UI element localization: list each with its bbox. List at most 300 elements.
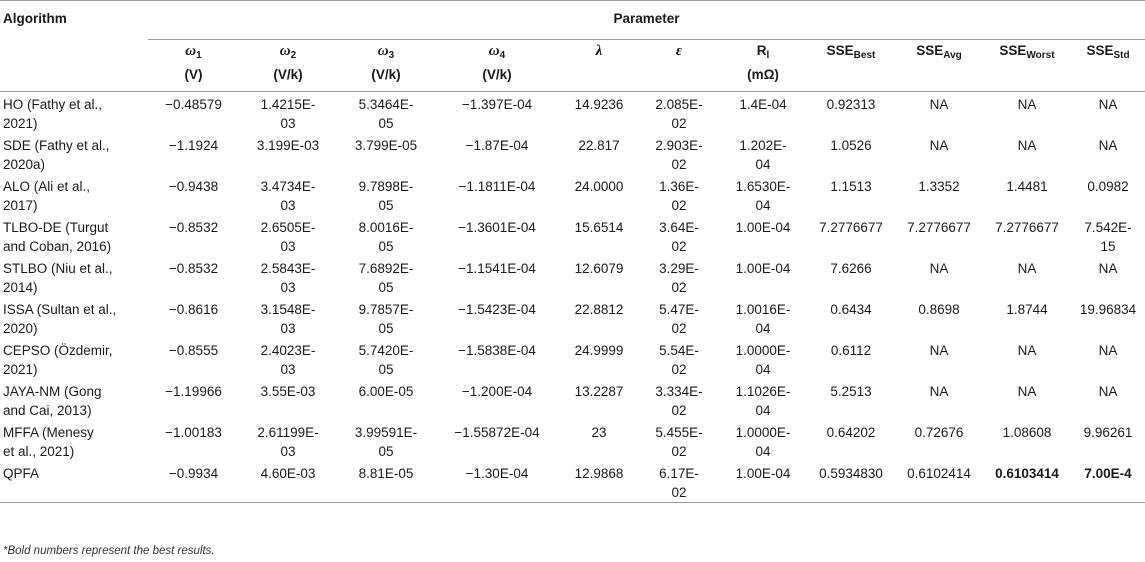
value-line: 1.36E- — [659, 178, 699, 194]
value-line: 04 — [755, 320, 771, 336]
value-cell — [239, 91, 337, 133]
value-cell — [337, 256, 435, 297]
value-cell — [559, 379, 639, 420]
value-cell — [148, 420, 239, 461]
column-subscript: Best — [853, 49, 876, 61]
value-cell — [807, 379, 895, 420]
value-line: 3.1548E- — [260, 301, 316, 317]
value-line: 8.0016E- — [358, 219, 414, 235]
value-cell — [983, 338, 1071, 379]
value-line: 2.6505E- — [260, 219, 316, 235]
value-line: −1.1541E-04 — [458, 260, 536, 276]
value-line: 7.2776677 — [995, 219, 1059, 235]
header-algorithm: Algorithm — [3, 11, 67, 26]
value-cell — [1071, 91, 1145, 133]
value-line: 02 — [671, 320, 687, 336]
value-line: 02 — [671, 361, 687, 377]
value-cell — [983, 297, 1071, 338]
value-cell — [148, 91, 239, 133]
column-header-7 — [719, 39, 807, 91]
value-line: 3.99591E- — [354, 424, 418, 440]
value-cell — [239, 256, 337, 297]
column-symbol: ε — [675, 42, 683, 59]
table-row — [0, 379, 1145, 420]
value-line: 4.60E-03 — [260, 465, 316, 481]
value-cell — [337, 91, 435, 133]
value-cell — [1071, 215, 1145, 256]
value-line: 0.6102414 — [907, 465, 971, 481]
value-line: 3.29E- — [659, 260, 699, 276]
value-line: 2.903E- — [655, 137, 703, 153]
column-symbol: SSE — [1086, 42, 1114, 58]
column-symbol: SSE — [916, 42, 944, 58]
column-header-2 — [239, 39, 337, 91]
value-line: 7.542E- — [1084, 219, 1132, 235]
value-cell — [435, 256, 559, 297]
value-cell — [239, 215, 337, 256]
column-subscript: 2 — [290, 49, 297, 61]
value-line: 6.17E- — [659, 465, 699, 481]
value-cell — [895, 215, 983, 256]
value-cell — [148, 256, 239, 297]
algorithm-name-line: 2020) — [3, 320, 38, 336]
subheader-empty — [0, 39, 148, 91]
value-line: 05 — [378, 115, 394, 131]
value-line: 02 — [671, 279, 687, 295]
value-line: 12.9868 — [574, 465, 624, 481]
column-header-4 — [435, 39, 559, 91]
value-cell — [895, 338, 983, 379]
value-line: 1.0526 — [830, 137, 872, 153]
value-cell — [559, 174, 639, 215]
value-cell — [435, 379, 559, 420]
table-row — [0, 215, 1145, 256]
algorithm-name-line: 2017) — [3, 197, 38, 213]
table-row — [0, 133, 1145, 174]
value-cell — [337, 338, 435, 379]
column-header-8 — [807, 39, 895, 91]
value-line: 1.1513 — [830, 178, 872, 194]
algorithm-cell — [0, 461, 148, 503]
value-cell — [239, 338, 337, 379]
value-line: 0.6434 — [830, 301, 872, 317]
algorithm-name-line: ISSA (Sultan et al., — [3, 301, 117, 317]
algorithm-cell — [0, 215, 148, 256]
value-cell — [983, 420, 1071, 461]
value-line: 3.799E-05 — [354, 137, 418, 153]
value-cell — [435, 297, 559, 338]
value-cell — [983, 256, 1071, 297]
value-cell — [1071, 461, 1145, 503]
value-line: 22.8812 — [574, 301, 624, 317]
table-row — [0, 91, 1145, 133]
column-header-9 — [895, 39, 983, 91]
value-cell — [148, 338, 239, 379]
algorithm-name-line: 2021) — [3, 115, 38, 131]
value-line: 13.2287 — [574, 383, 624, 399]
value-line: −1.1811E-04 — [458, 178, 536, 194]
value-line: 3.55E-03 — [260, 383, 316, 399]
value-cell — [719, 91, 807, 133]
table-row — [0, 297, 1145, 338]
value-line: 5.7420E- — [358, 342, 414, 358]
value-line: NA — [1017, 383, 1037, 399]
value-line: 3.4734E- — [260, 178, 316, 194]
value-cell — [239, 420, 337, 461]
value-cell — [559, 297, 639, 338]
value-cell — [337, 461, 435, 503]
value-cell — [337, 174, 435, 215]
value-line: −1.397E-04 — [461, 96, 533, 112]
column-symbol: ω — [185, 42, 197, 59]
column-symbol: ω — [488, 42, 500, 59]
value-line: 24.9999 — [574, 342, 624, 358]
value-cell — [807, 338, 895, 379]
value-cell — [639, 215, 719, 256]
value-line: NA — [1098, 137, 1118, 153]
value-cell — [337, 420, 435, 461]
value-line: −1.5838E-04 — [458, 342, 536, 358]
value-line: NA — [929, 383, 949, 399]
value-line: 1.00E-04 — [735, 260, 791, 276]
value-cell — [435, 461, 559, 503]
value-line: NA — [1017, 260, 1037, 276]
value-cell — [719, 133, 807, 174]
value-line: NA — [929, 260, 949, 276]
column-header-3 — [337, 39, 435, 91]
value-line: 02 — [671, 402, 687, 418]
value-line: 9.96261 — [1083, 424, 1133, 440]
value-line: 1.0000E- — [735, 342, 791, 358]
value-line: −0.9438 — [168, 178, 219, 194]
value-cell — [148, 379, 239, 420]
value-line: 04 — [755, 361, 771, 377]
value-line: 03 — [280, 361, 296, 377]
value-cell — [239, 297, 337, 338]
value-cell — [895, 297, 983, 338]
value-cell — [435, 420, 559, 461]
value-cell — [435, 133, 559, 174]
value-cell — [895, 379, 983, 420]
value-cell — [807, 215, 895, 256]
value-cell — [639, 91, 719, 133]
algorithm-cell — [0, 338, 148, 379]
value-cell — [895, 461, 983, 503]
column-header-11 — [1071, 39, 1145, 91]
value-line: 02 — [671, 238, 687, 254]
value-line: −1.3601E-04 — [458, 219, 536, 235]
value-line: −1.55872E-04 — [454, 424, 540, 440]
value-line: −0.48579 — [165, 96, 222, 112]
value-line: 05 — [378, 238, 394, 254]
table-row — [0, 461, 1145, 503]
value-line: NA — [1017, 342, 1037, 358]
column-subscript: Worst — [1026, 49, 1055, 61]
value-line: NA — [1098, 260, 1118, 276]
value-cell — [719, 174, 807, 215]
value-line: 19.96834 — [1079, 301, 1137, 317]
value-line: −1.1924 — [168, 137, 219, 153]
value-line: NA — [1017, 96, 1037, 112]
value-cell — [807, 461, 895, 503]
value-cell — [807, 256, 895, 297]
value-cell — [639, 133, 719, 174]
algorithm-name-line: MFFA (Menesy — [3, 424, 94, 440]
algorithm-name-line: and Coban, 2016) — [3, 238, 112, 254]
algorithm-name-line: STLBO (Niu et al., — [3, 260, 113, 276]
value-line: 5.2513 — [830, 383, 872, 399]
value-line: 05 — [378, 279, 394, 295]
column-symbol: SSE — [826, 42, 854, 58]
column-unit: (mΩ) — [747, 66, 779, 82]
value-cell — [559, 461, 639, 503]
algorithm-name-line: QPFA — [3, 465, 40, 481]
algorithm-name-line: CEPSO (Özdemir, — [3, 342, 113, 358]
value-line: NA — [929, 137, 949, 153]
column-subscript: Std — [1113, 49, 1130, 61]
value-line: 9.7857E- — [358, 301, 414, 317]
value-line: 1.8744 — [1006, 301, 1048, 317]
value-line: 12.6079 — [574, 260, 624, 276]
value-line: 03 — [280, 443, 296, 459]
algorithm-name-line: TLBO-DE (Turgut — [3, 219, 109, 235]
column-unit: (V/k) — [482, 66, 512, 82]
value-line: 1.4E-04 — [739, 96, 787, 112]
value-line: 1.4215E- — [260, 96, 316, 112]
column-unit: (V/k) — [273, 66, 303, 82]
value-line: 1.3352 — [918, 178, 960, 194]
value-line: 0.64202 — [826, 424, 876, 440]
value-cell — [983, 91, 1071, 133]
value-cell — [639, 338, 719, 379]
value-cell — [719, 338, 807, 379]
value-line: 2.61199E- — [257, 424, 319, 440]
algorithm-cell — [0, 379, 148, 420]
value-cell — [559, 256, 639, 297]
value-line: 04 — [755, 197, 771, 213]
column-unit: (V) — [184, 66, 203, 82]
algorithm-cell — [0, 420, 148, 461]
value-line: 0.6112 — [830, 342, 872, 358]
value-line: 0.92313 — [826, 96, 876, 112]
value-line: −1.87E-04 — [465, 137, 529, 153]
value-line: −1.19966 — [165, 383, 222, 399]
value-line: 2.085E- — [655, 96, 703, 112]
column-symbol: R — [756, 42, 767, 58]
value-line: 3.334E- — [655, 383, 703, 399]
column-unit: (V/k) — [371, 66, 401, 82]
value-line: 1.08608 — [1002, 424, 1052, 440]
value-cell — [239, 133, 337, 174]
value-line: 15 — [1100, 238, 1116, 254]
value-cell — [807, 91, 895, 133]
value-line: 1.6530E- — [735, 178, 791, 194]
value-line: 03 — [280, 197, 296, 213]
value-cell — [895, 133, 983, 174]
value-cell — [719, 420, 807, 461]
value-line: 0.0982 — [1087, 178, 1129, 194]
value-cell — [559, 133, 639, 174]
algorithm-name-line: HO (Fathy et al., — [3, 96, 103, 112]
value-cell — [639, 174, 719, 215]
value-cell — [148, 174, 239, 215]
value-cell — [983, 133, 1071, 174]
value-line: 0.5934830 — [819, 465, 883, 481]
value-line: 04 — [755, 443, 771, 459]
value-line: 14.9236 — [574, 96, 624, 112]
value-line: 04 — [755, 156, 771, 172]
value-line: 05 — [378, 320, 394, 336]
table-row — [0, 338, 1145, 379]
value-line: 1.00E-04 — [735, 219, 791, 235]
value-line: 04 — [755, 402, 771, 418]
algorithm-name-line: and Cai, 2013) — [3, 402, 92, 418]
value-line: 05 — [378, 361, 394, 377]
algorithm-name-line: JAYA-NM (Gong — [3, 383, 102, 399]
column-symbol: ω — [377, 42, 389, 59]
algorithm-cell — [0, 174, 148, 215]
value-cell — [148, 461, 239, 503]
value-line: 22.817 — [578, 137, 620, 153]
value-cell — [559, 338, 639, 379]
value-cell — [1071, 256, 1145, 297]
value-cell — [239, 174, 337, 215]
value-cell — [1071, 338, 1145, 379]
value-line: −0.8555 — [168, 342, 219, 358]
value-line: −1.5423E-04 — [458, 301, 536, 317]
algorithm-name-line: SDE (Fathy et al., — [3, 137, 110, 153]
value-cell — [983, 461, 1071, 503]
value-cell — [435, 91, 559, 133]
table-row — [0, 174, 1145, 215]
value-cell — [559, 215, 639, 256]
value-cell — [807, 174, 895, 215]
value-line: 05 — [378, 443, 394, 459]
value-line: 9.7898E- — [358, 178, 414, 194]
value-line: 03 — [280, 115, 296, 131]
value-line: 05 — [378, 197, 394, 213]
value-line: −0.8532 — [168, 260, 219, 276]
table-row — [0, 420, 1145, 461]
value-line: 02 — [671, 156, 687, 172]
value-cell — [435, 338, 559, 379]
value-line: −1.200E-04 — [461, 383, 533, 399]
value-line: 23 — [591, 424, 607, 440]
value-line: NA — [1098, 96, 1118, 112]
value-cell — [639, 297, 719, 338]
algorithm-name-line: 2021) — [3, 361, 38, 377]
value-cell — [719, 379, 807, 420]
value-cell — [148, 215, 239, 256]
value-line: 6.00E-05 — [358, 383, 414, 399]
value-cell — [239, 461, 337, 503]
value-cell — [983, 379, 1071, 420]
value-line: 1.0016E- — [735, 301, 791, 317]
value-cell — [1071, 133, 1145, 174]
column-symbol: ω — [279, 42, 291, 59]
value-line: 3.199E-03 — [256, 137, 320, 153]
column-header-5 — [559, 39, 639, 91]
value-cell — [895, 91, 983, 133]
column-subscript: l — [766, 49, 770, 61]
value-line: 7.6892E- — [358, 260, 414, 276]
algorithm-cell — [0, 297, 148, 338]
value-line: 15.6514 — [574, 219, 624, 235]
value-cell — [719, 297, 807, 338]
value-cell — [639, 461, 719, 503]
value-cell — [559, 420, 639, 461]
algorithm-cell — [0, 91, 148, 133]
subheader-row — [0, 39, 1145, 91]
value-cell — [337, 133, 435, 174]
column-subscript: 4 — [499, 49, 506, 61]
value-line: 1.202E- — [739, 137, 787, 153]
value-line: 2.4023E- — [260, 342, 316, 358]
value-line: 5.455E- — [655, 424, 703, 440]
value-cell — [895, 256, 983, 297]
value-cell — [639, 379, 719, 420]
column-subscript: 3 — [388, 49, 395, 61]
footnote: *Bold numbers represent the best results. — [3, 545, 215, 557]
value-line: 2.5843E- — [260, 260, 316, 276]
value-cell — [719, 215, 807, 256]
value-line: 5.54E- — [659, 342, 699, 358]
value-line: 7.2776677 — [819, 219, 883, 235]
column-header-6 — [639, 39, 719, 91]
value-line: 03 — [280, 320, 296, 336]
table-body — [0, 91, 1145, 502]
algorithm-name-line: ALO (Ali et al., — [3, 178, 91, 194]
value-cell — [895, 420, 983, 461]
column-header-10 — [983, 39, 1071, 91]
table-row — [0, 256, 1145, 297]
value-line: 02 — [671, 115, 687, 131]
algorithm-cell — [0, 256, 148, 297]
value-line: 0.6103414 — [995, 465, 1059, 481]
value-cell — [895, 174, 983, 215]
column-header-1 — [148, 39, 239, 91]
value-line: −1.30E-04 — [465, 465, 529, 481]
value-cell — [1071, 174, 1145, 215]
value-cell — [639, 256, 719, 297]
value-line: 03 — [280, 238, 296, 254]
value-line: 0.72676 — [914, 424, 964, 440]
value-cell — [148, 133, 239, 174]
value-line: 1.00E-04 — [735, 465, 791, 481]
value-cell — [807, 297, 895, 338]
column-subscript: Avg — [943, 49, 962, 61]
value-cell — [807, 420, 895, 461]
column-symbol: λ — [595, 42, 603, 59]
value-line: 3.64E- — [659, 219, 699, 235]
value-line: 5.3464E- — [358, 96, 414, 112]
value-line: 02 — [671, 443, 687, 459]
value-line: 02 — [671, 197, 687, 213]
value-cell — [983, 174, 1071, 215]
value-line: 7.6266 — [830, 260, 872, 276]
algorithm-name-line: 2020a) — [3, 156, 46, 172]
value-cell — [148, 297, 239, 338]
value-line: NA — [929, 342, 949, 358]
algorithm-name-line: 2014) — [3, 279, 38, 295]
value-line: −0.8616 — [168, 301, 219, 317]
value-line: 7.00E-4 — [1084, 465, 1132, 481]
value-line: NA — [929, 96, 949, 112]
value-line: 02 — [671, 484, 687, 500]
value-line: 1.4481 — [1006, 178, 1048, 194]
value-line: NA — [1098, 342, 1118, 358]
value-line: NA — [1098, 383, 1118, 399]
